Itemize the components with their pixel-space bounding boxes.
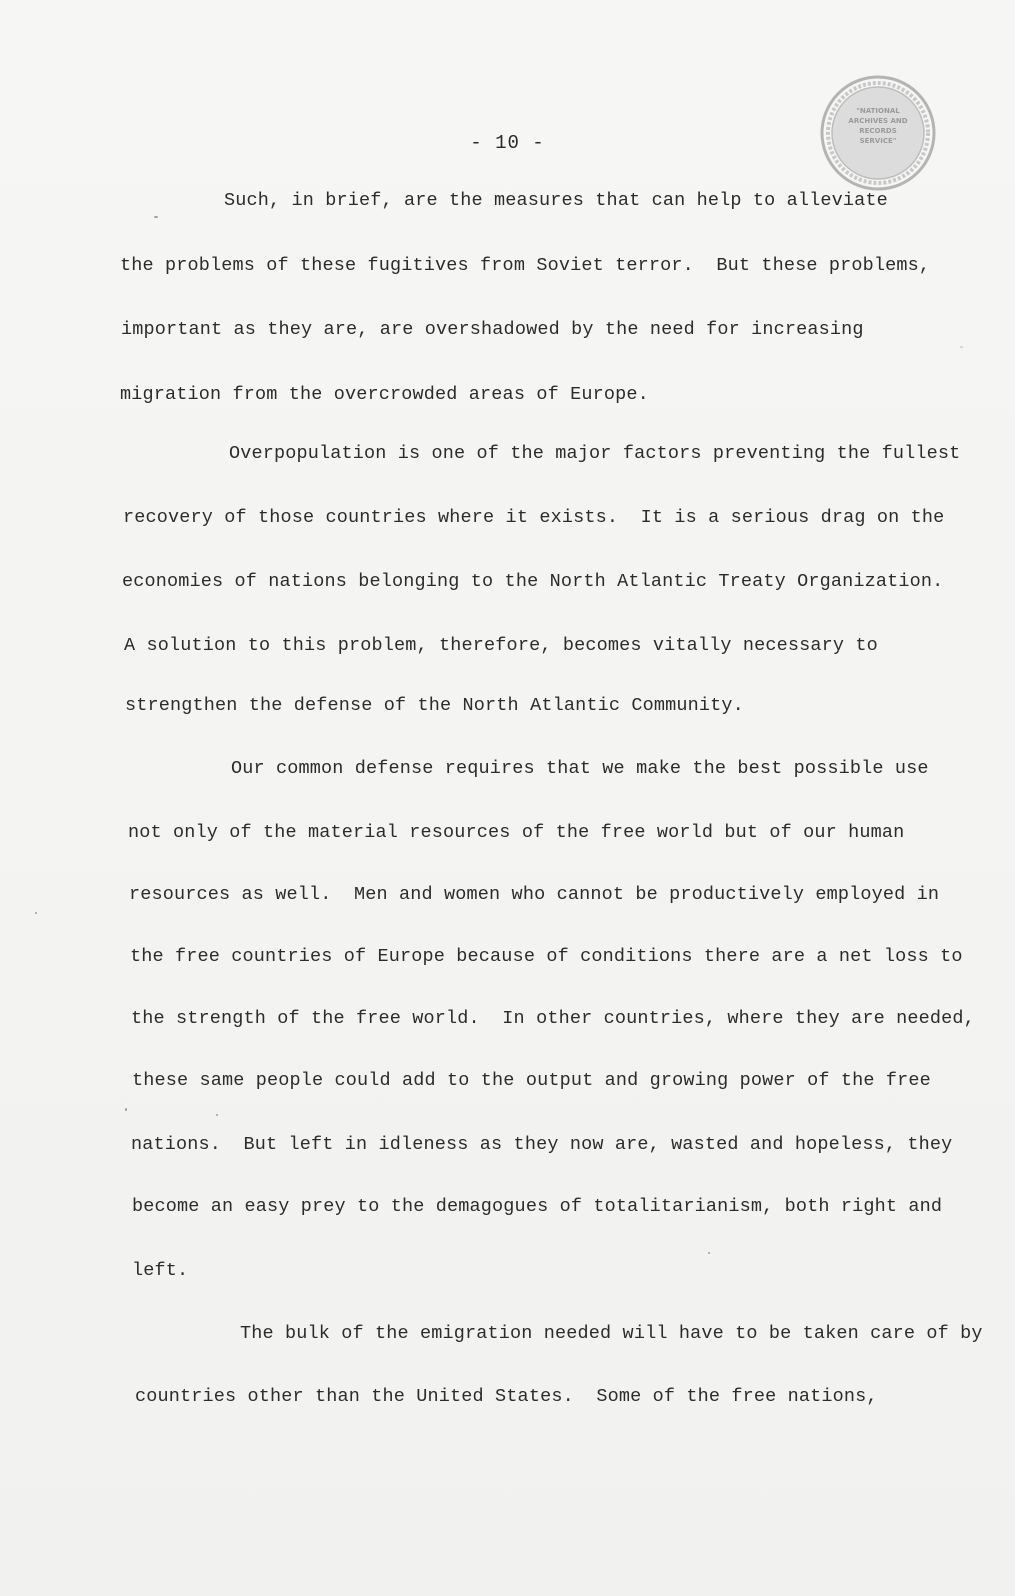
text-line: countries other than the United States. Some of the free nations, xyxy=(135,1386,878,1407)
text-line: left. xyxy=(132,1260,189,1281)
page-number: - 10 - xyxy=(470,132,545,154)
text-line: Our common defense requires that we make the best possible use xyxy=(231,758,929,779)
text-line: become an easy prey to the demagogues of totalitarianism, both right and xyxy=(132,1196,943,1217)
text-line: recovery of those countries where it exists. It is a serious drag on the xyxy=(123,507,945,528)
text-line: resources as well. Men and women who cannot be productively employed in xyxy=(129,884,940,905)
text-line: Overpopulation is one of the major factors preventing the fullest xyxy=(229,443,961,464)
text-line: migration from the overcrowded areas of Europe. xyxy=(120,384,649,405)
svg-text:SERVICE": SERVICE" xyxy=(859,137,897,145)
text-line: these same people could add to the output and growing power of the free xyxy=(132,1070,931,1091)
svg-text:RECORDS: RECORDS xyxy=(859,127,897,135)
text-line: the strength of the free world. In other countries, where they are needed, xyxy=(131,1008,975,1029)
text-line: the problems of these fugitives from Soviet terror. But these problems, xyxy=(120,255,931,276)
svg-text:"NATIONAL: "NATIONAL xyxy=(856,107,900,115)
text-line: Such, in brief, are the measures that can help to alleviate xyxy=(224,190,888,211)
text-line: nations. But left in idleness as they now are, wasted and hopeless, they xyxy=(131,1134,953,1155)
text-line: economies of nations belonging to the North Atlantic Treaty Organization. xyxy=(122,571,944,592)
text-line: not only of the material resources of the free world but of our human xyxy=(128,822,905,843)
text-line: The bulk of the emigration needed will have to be taken care of by xyxy=(240,1323,983,1344)
text-line: A solution to this problem, therefore, becomes vitally necessary to xyxy=(124,635,878,656)
svg-text:ARCHIVES AND: ARCHIVES AND xyxy=(848,117,908,125)
text-line: strengthen the defense of the North Atlantic Community. xyxy=(125,695,744,716)
text-line: the free countries of Europe because of conditions there are a net loss to xyxy=(130,946,963,967)
text-line: important as they are, are overshadowed by the need for increasing xyxy=(121,319,864,340)
